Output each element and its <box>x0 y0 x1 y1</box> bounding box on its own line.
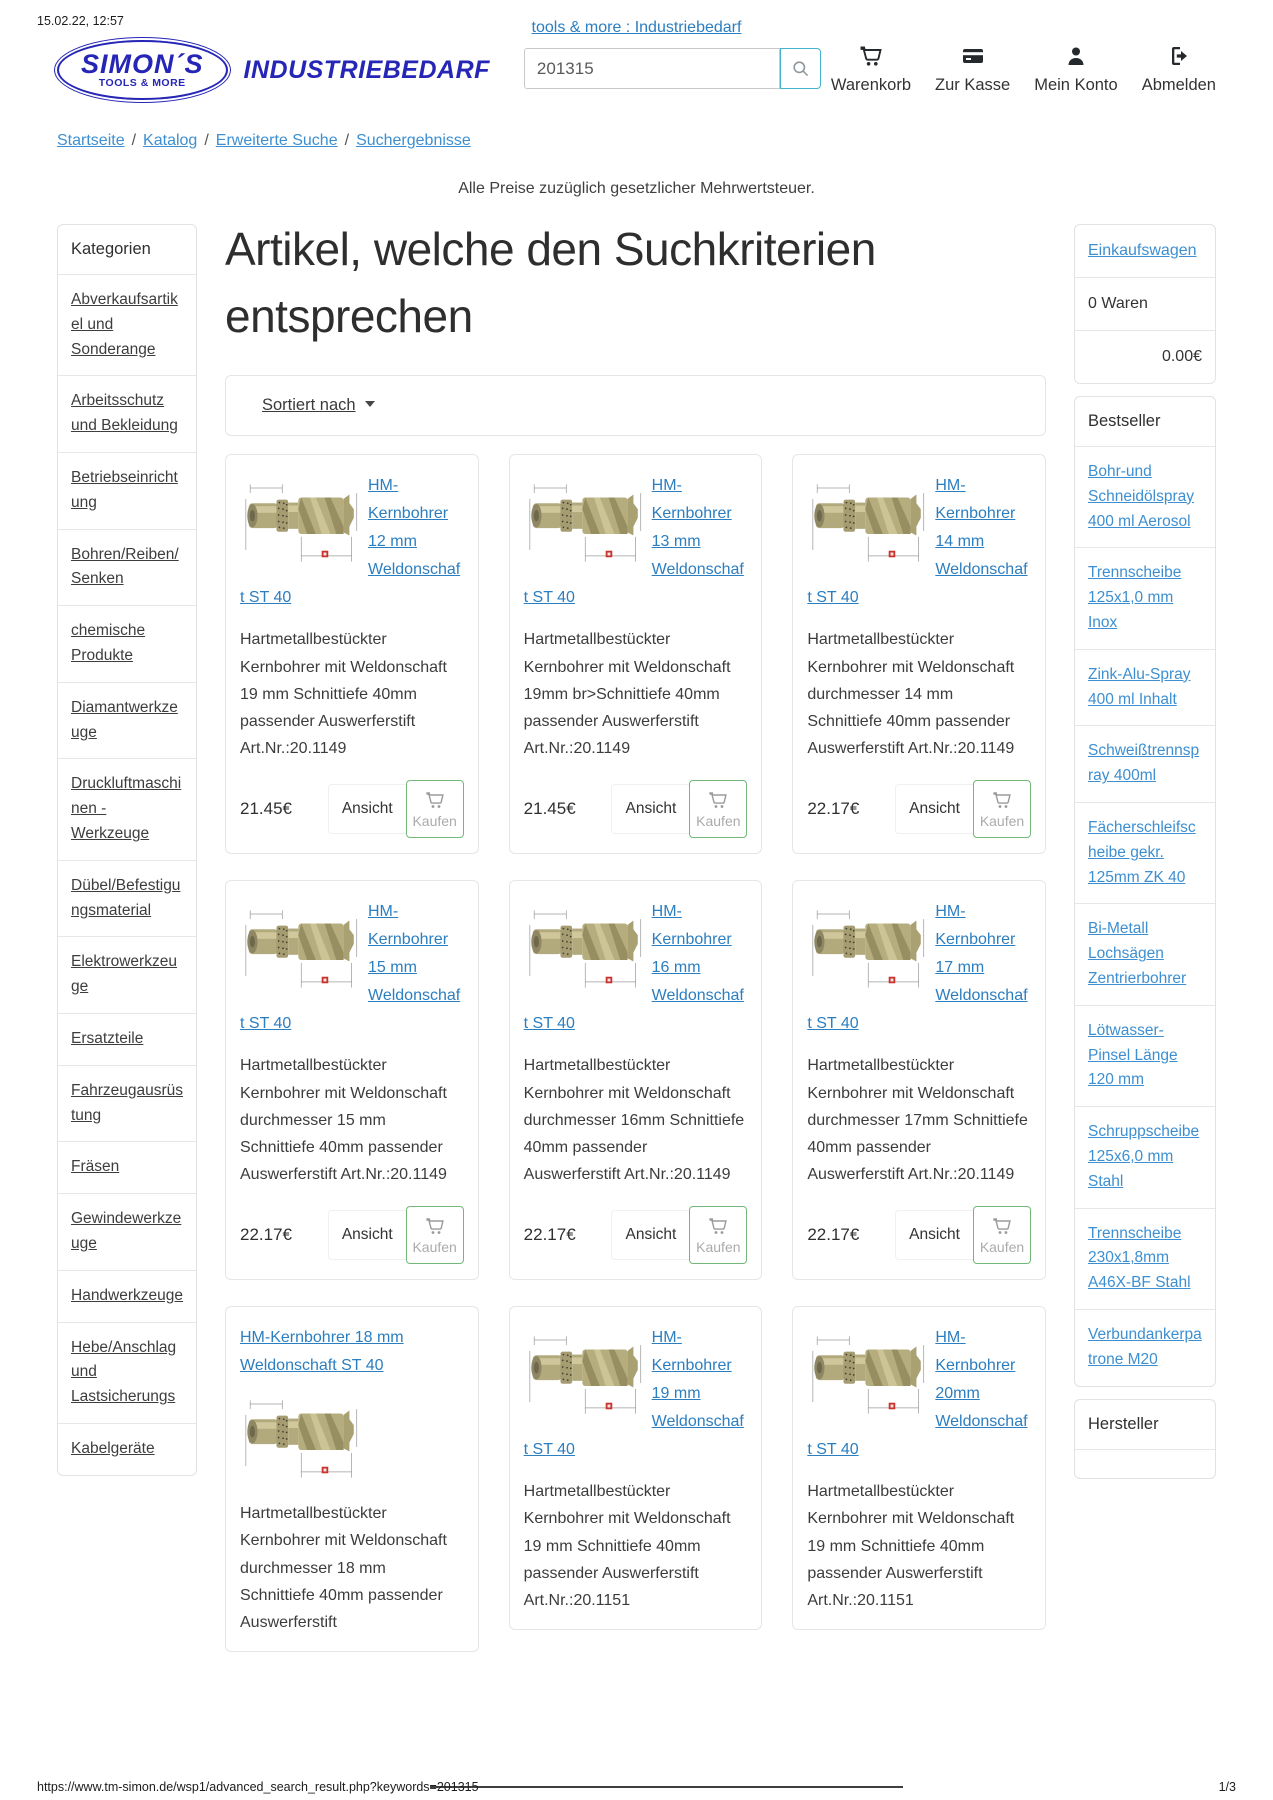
bestseller-link[interactable]: Zink-Alu-Spray 400 ml Inhalt <box>1088 665 1191 708</box>
product-image <box>807 902 931 996</box>
product-card <box>509 880 763 1280</box>
cart-icon <box>992 790 1012 810</box>
category-link[interactable]: Fahrzeugausrüstung <box>71 1081 184 1124</box>
bestseller-link[interactable]: Bohr-und Schneidölspray 400 ml Aerosol <box>1088 463 1194 530</box>
product-top <box>524 898 748 1038</box>
nav-abmelden[interactable] <box>1142 44 1216 98</box>
core-drill-product-image <box>807 902 931 996</box>
buy-button[interactable] <box>973 1206 1031 1264</box>
product-top <box>807 1324 1031 1464</box>
buy-button-group <box>328 1206 464 1264</box>
category-link[interactable]: chemische Produkte <box>71 622 146 664</box>
bestseller-list-item <box>1075 725 1215 802</box>
product-top <box>240 1324 464 1486</box>
category-list-item <box>58 1322 196 1423</box>
product-title-link[interactable]: HM-Kernbohrer 17 mm Weldonschaft ST 40 <box>807 903 1028 1033</box>
logo-tagline-text: TOOLS & MORE <box>98 77 186 89</box>
buy-button[interactable] <box>689 1206 747 1264</box>
category-link[interactable]: Arbeitsschutz und Bekleidung <box>71 392 178 435</box>
category-link[interactable]: Hebe/Anschlag und Lastsicherungs <box>71 1338 177 1406</box>
view-button[interactable]: Ansicht <box>328 1210 406 1260</box>
print-url: https://www.tm-simon.de/wsp1/advanced_search_result.php?keywords=201315 <box>37 1780 479 1794</box>
nav-mein-konto[interactable] <box>1034 44 1117 98</box>
product-buy-row <box>524 1206 748 1264</box>
breadcrumb-link[interactable]: Startseite <box>57 132 125 149</box>
bestseller-link[interactable]: Fächerschleifscheibe gekr. 125mm ZK 40 <box>1088 818 1196 886</box>
view-button[interactable]: Ansicht <box>328 784 406 834</box>
bestseller-link[interactable]: Lötwasser-Pinsel Länge 120 mm <box>1088 1021 1178 1089</box>
product-buy-row <box>240 780 464 838</box>
print-footer <box>37 1780 1236 1794</box>
product-price: 21.45€ <box>523 799 576 819</box>
product-image <box>524 902 648 996</box>
core-drill-product-image <box>240 1392 364 1486</box>
nav-label: Mein Konto <box>1034 76 1118 94</box>
category-list-item <box>58 605 196 682</box>
sort-label: Sortiert nach <box>262 396 356 415</box>
category-link[interactable]: Abverkaufsartikel und Sonderange <box>71 291 178 358</box>
header-nav <box>831 44 1216 98</box>
core-drill-product-image <box>524 902 648 996</box>
core-drill-product-image <box>807 1328 931 1422</box>
view-button[interactable]: Ansicht <box>895 1210 973 1260</box>
category-list-item <box>58 860 196 937</box>
categories-list <box>58 274 196 1475</box>
user-icon <box>1064 44 1088 68</box>
chevron-down-icon <box>365 401 375 407</box>
product-description: Hartmetallbestückter Kernbohrer mit Weldonschaft 19 mm Schnittiefe 40mm passender Auswerferstift Art.Nr.:20.1149 <box>240 631 447 758</box>
category-link[interactable]: Druckluftmaschinen - Werkzeuge <box>71 775 182 842</box>
cart-icon <box>992 1216 1012 1236</box>
core-drill-product-image <box>240 476 364 570</box>
category-link[interactable]: Ersatzteile <box>71 1029 144 1047</box>
category-link[interactable]: Diamantwerkzeuge <box>71 698 178 741</box>
buy-button-label: Kaufen <box>696 812 741 829</box>
bestseller-list-item <box>1075 903 1215 1004</box>
nav-label: Warenkorb <box>830 76 912 94</box>
print-page-number: 1/3 <box>1218 1780 1236 1794</box>
product-card <box>225 454 479 854</box>
product-image <box>524 1328 648 1422</box>
category-list-item <box>58 1193 196 1270</box>
cart-icon <box>708 790 728 810</box>
bestseller-list-item <box>1075 446 1215 547</box>
product-top <box>524 472 748 612</box>
product-image <box>240 1392 364 1486</box>
site-logo[interactable] <box>57 40 490 100</box>
categories-panel <box>57 224 197 1476</box>
product-top <box>807 898 1031 1038</box>
buy-button-label: Kaufen <box>412 812 457 829</box>
buy-button[interactable] <box>689 780 747 838</box>
categories-sidebar <box>57 224 197 1488</box>
results-main <box>225 212 1046 1652</box>
cart-summary-header <box>1075 225 1215 277</box>
bestseller-list-item <box>1075 1208 1215 1309</box>
logo-industriebedarf-text: INDUSTRIEBEDARF <box>243 55 490 84</box>
product-top <box>524 1324 748 1464</box>
product-description: Hartmetallbestückter Kernbohrer mit Weldonschaft 19 mm Schnittiefe 40mm passender Auswerferstift Art.Nr.:20.1151 <box>807 1483 1015 1609</box>
category-link[interactable]: Fräsen <box>71 1158 120 1176</box>
category-list-item <box>58 936 196 1013</box>
sort-card <box>225 375 1046 436</box>
bestseller-list-item <box>1075 547 1215 648</box>
product-price: 22.17€ <box>807 799 860 819</box>
bestseller-link[interactable]: Bi-Metall Lochsägen Zentrierbohrer <box>1088 920 1187 987</box>
cart-icon <box>708 1216 728 1236</box>
product-description: Hartmetallbestückter Kernbohrer mit Weldonschaft durchmesser 14 mm Schnittiefe 40mm passender Auswerferstift Art.Nr.:20.1149 <box>807 631 1015 758</box>
core-drill-product-image <box>240 902 364 996</box>
bestseller-list-item <box>1075 1309 1215 1386</box>
product-description: Hartmetallbestückter Kernbohrer mit Weldonschaft durchmesser 15 mm Schnittiefe 40mm passender Auswerferstift Art.Nr.:20.1149 <box>240 1057 447 1184</box>
sort-dropdown[interactable] <box>262 396 375 414</box>
manufacturer-empty <box>1075 1449 1215 1478</box>
nav-label: Zur Kasse <box>935 76 1011 94</box>
search-box <box>524 48 821 89</box>
category-link[interactable]: Bohren/Reiben/Senken <box>71 545 179 588</box>
logo-oval <box>57 40 228 100</box>
product-buy-row <box>524 780 748 838</box>
print-doc-title: tools & more : Industriebedarf <box>531 19 742 36</box>
product-buy-row <box>240 1206 464 1264</box>
buy-button-label: Kaufen <box>979 812 1025 829</box>
product-top <box>240 472 464 612</box>
nav-zur-kasse[interactable] <box>935 44 1010 98</box>
product-title-link[interactable]: HM-Kernbohrer 16 mm Weldonschaft ST 40 <box>523 903 744 1033</box>
search-input[interactable] <box>524 48 780 89</box>
view-button[interactable]: Ansicht <box>611 784 689 834</box>
shop-sidebar <box>1074 224 1216 1491</box>
product-image <box>524 476 648 570</box>
product-card <box>792 880 1046 1280</box>
bestseller-link[interactable]: Schweißtrennspray 400ml <box>1088 742 1200 785</box>
bestseller-panel <box>1074 396 1216 1387</box>
bestseller-link[interactable]: Verbundankerpatrone M20 <box>1088 1325 1202 1368</box>
category-list-item <box>58 274 196 375</box>
category-list-item <box>58 1423 196 1475</box>
logout-icon <box>1167 44 1191 68</box>
product-title-link[interactable]: HM-Kernbohrer 15 mm Weldonschaft ST 40 <box>240 903 461 1033</box>
vat-notice: Alle Preise zuzüglich gesetzlicher Mehrwertsteuer. <box>458 180 815 197</box>
manufacturer-title: Hersteller <box>1088 1414 1159 1433</box>
buy-button-group <box>895 780 1031 838</box>
page-title: Artikel, welche den Suchkriterien entsprechen <box>225 223 876 342</box>
category-list-item <box>58 452 196 529</box>
category-list-item <box>58 1065 196 1142</box>
buy-button-label: Kaufen <box>979 1238 1025 1255</box>
product-card <box>792 1306 1046 1630</box>
nav-warenkorb[interactable] <box>831 44 911 98</box>
view-button[interactable]: Ansicht <box>611 1210 689 1260</box>
cart-total: 0.00€ <box>1075 330 1215 383</box>
cart-item-count: 0 Waren <box>1075 277 1215 330</box>
bestseller-list-item <box>1075 802 1215 903</box>
core-drill-product-image <box>524 476 648 570</box>
product-price: 21.45€ <box>240 799 292 819</box>
category-link[interactable]: Handwerkzeuge <box>71 1286 184 1304</box>
buy-button[interactable] <box>973 780 1031 838</box>
product-description: Hartmetallbestückter Kernbohrer mit Weldonschaft durchmesser 16mm Schnittiefe 40mm passender Auswerferstift Art.Nr.:20.1149 <box>523 1057 745 1184</box>
search-button[interactable] <box>780 48 821 89</box>
product-description: Hartmetallbestückter Kernbohrer mit Weldonschaft durchmesser 17mm Schnittiefe 40mm passender Auswerferstift Art.Nr.:20.1149 <box>807 1057 1028 1184</box>
buy-button-group <box>611 780 747 838</box>
search-icon <box>791 59 810 78</box>
product-description: Hartmetallbestückter Kernbohrer mit Weldonschaft 19 mm Schnittiefe 40mm passender Auswerferstift Art.Nr.:20.1151 <box>523 1483 731 1609</box>
cart-icon <box>425 790 445 810</box>
core-drill-product-image <box>524 1328 648 1422</box>
bestseller-link[interactable]: Trennscheibe 125x1,0 mm Inox <box>1088 564 1182 631</box>
cart-summary-link[interactable]: Einkaufswagen <box>1088 242 1197 259</box>
breadcrumb-link[interactable]: Erweiterte Suche <box>215 132 338 149</box>
category-list-item <box>58 1270 196 1322</box>
bestseller-list <box>1075 446 1215 1386</box>
credit-card-icon <box>961 44 985 68</box>
category-list-item <box>58 682 196 759</box>
product-card <box>225 880 479 1280</box>
product-buy-row <box>807 1206 1031 1264</box>
category-list-item <box>58 375 196 452</box>
bestseller-list-item <box>1075 649 1215 726</box>
view-button[interactable]: Ansicht <box>895 784 973 834</box>
product-card <box>509 454 763 854</box>
product-price: 22.17€ <box>523 1225 576 1245</box>
print-datetime: 15.02.22, 12:57 <box>37 14 124 28</box>
product-top <box>240 898 464 1038</box>
bestseller-title: Bestseller <box>1088 412 1161 430</box>
breadcrumb-link[interactable]: Suchergebnisse <box>356 132 471 149</box>
category-link[interactable]: Dübel/Befestigungsmaterial <box>71 876 181 919</box>
product-title-link[interactable]: HM-Kernbohrer 13 mm Weldonschaft ST 40 <box>523 477 744 607</box>
product-title-link[interactable]: HM-Kernbohrer 14 mm Weldonschaft ST 40 <box>807 477 1028 607</box>
category-list-item <box>58 1013 196 1065</box>
bestseller-link[interactable]: Trennscheibe 230x1,8mm A46X-BF Stahl <box>1088 1224 1191 1292</box>
bestseller-link[interactable]: Schruppscheibe 125x6,0 mm Stahl <box>1088 1123 1200 1190</box>
print-header <box>37 14 1236 36</box>
category-list-item <box>58 758 196 859</box>
buy-button-label: Kaufen <box>696 1238 741 1255</box>
product-buy-row <box>807 780 1031 838</box>
buy-button-label: Kaufen <box>412 1238 457 1255</box>
buy-button-group <box>895 1206 1031 1264</box>
cart-summary-panel <box>1074 224 1216 384</box>
category-link[interactable]: Gewindewerkzeuge <box>71 1210 182 1252</box>
product-grid <box>225 454 1046 1652</box>
buy-button[interactable] <box>406 780 464 838</box>
product-image <box>240 476 364 570</box>
buy-button[interactable] <box>406 1206 464 1264</box>
category-link[interactable]: Kabelgeräte <box>71 1439 155 1457</box>
bestseller-list-item <box>1075 1106 1215 1207</box>
category-link[interactable]: Betriebseinrichtung <box>71 468 178 511</box>
category-list-item <box>58 1141 196 1193</box>
nav-label: Abmelden <box>1141 76 1216 94</box>
breadcrumb-separator: / <box>204 132 209 149</box>
product-card <box>509 1306 763 1630</box>
cart-icon <box>859 44 883 68</box>
product-card <box>225 1306 479 1652</box>
bestseller-list-item <box>1075 1005 1215 1106</box>
breadcrumb <box>0 132 1273 150</box>
product-image <box>807 476 931 570</box>
product-title-link[interactable]: HM-Kernbohrer 12 mm Weldonschaft ST 40 <box>240 477 461 607</box>
product-title-link[interactable]: HM-Kernbohrer 19 mm Weldonschaft ST 40 <box>523 1329 744 1459</box>
core-drill-product-image <box>807 476 931 570</box>
content-layout <box>0 212 1273 1652</box>
product-card <box>792 454 1046 854</box>
product-price: 22.17€ <box>240 1225 292 1245</box>
product-title-link[interactable]: HM-Kernbohrer 20mm Weldonschaft ST 40 <box>807 1329 1028 1459</box>
product-image <box>240 902 364 996</box>
product-price: 22.17€ <box>807 1225 860 1245</box>
product-image <box>807 1328 931 1422</box>
product-top <box>807 472 1031 612</box>
product-description: Hartmetallbestückter Kernbohrer mit Weldonschaft durchmesser 18 mm Schnittiefe 40mm passender Auswerferstift <box>240 1505 447 1631</box>
product-title-link[interactable]: HM-Kernbohrer 18 mm Weldonschaft ST 40 <box>240 1329 404 1375</box>
breadcrumb-separator: / <box>344 132 350 149</box>
logo-brand-text: SIMON´S <box>81 49 204 79</box>
manufacturer-panel <box>1074 1399 1216 1479</box>
buy-button-group <box>328 780 464 838</box>
categories-title: Kategorien <box>71 240 151 258</box>
buy-button-group <box>611 1206 747 1264</box>
category-link[interactable]: Elektrowerkzeuge <box>71 953 177 996</box>
cart-icon <box>425 1216 445 1236</box>
category-list-item <box>58 529 196 606</box>
breadcrumb-link[interactable]: Katalog <box>143 132 198 149</box>
breadcrumb-separator: / <box>131 132 137 149</box>
product-description: Hartmetallbestückter Kernbohrer mit Weldonschaft 19mm br>Schnittiefe 40mm passender Auswerferstift Art.Nr.:20.1149 <box>523 631 731 758</box>
